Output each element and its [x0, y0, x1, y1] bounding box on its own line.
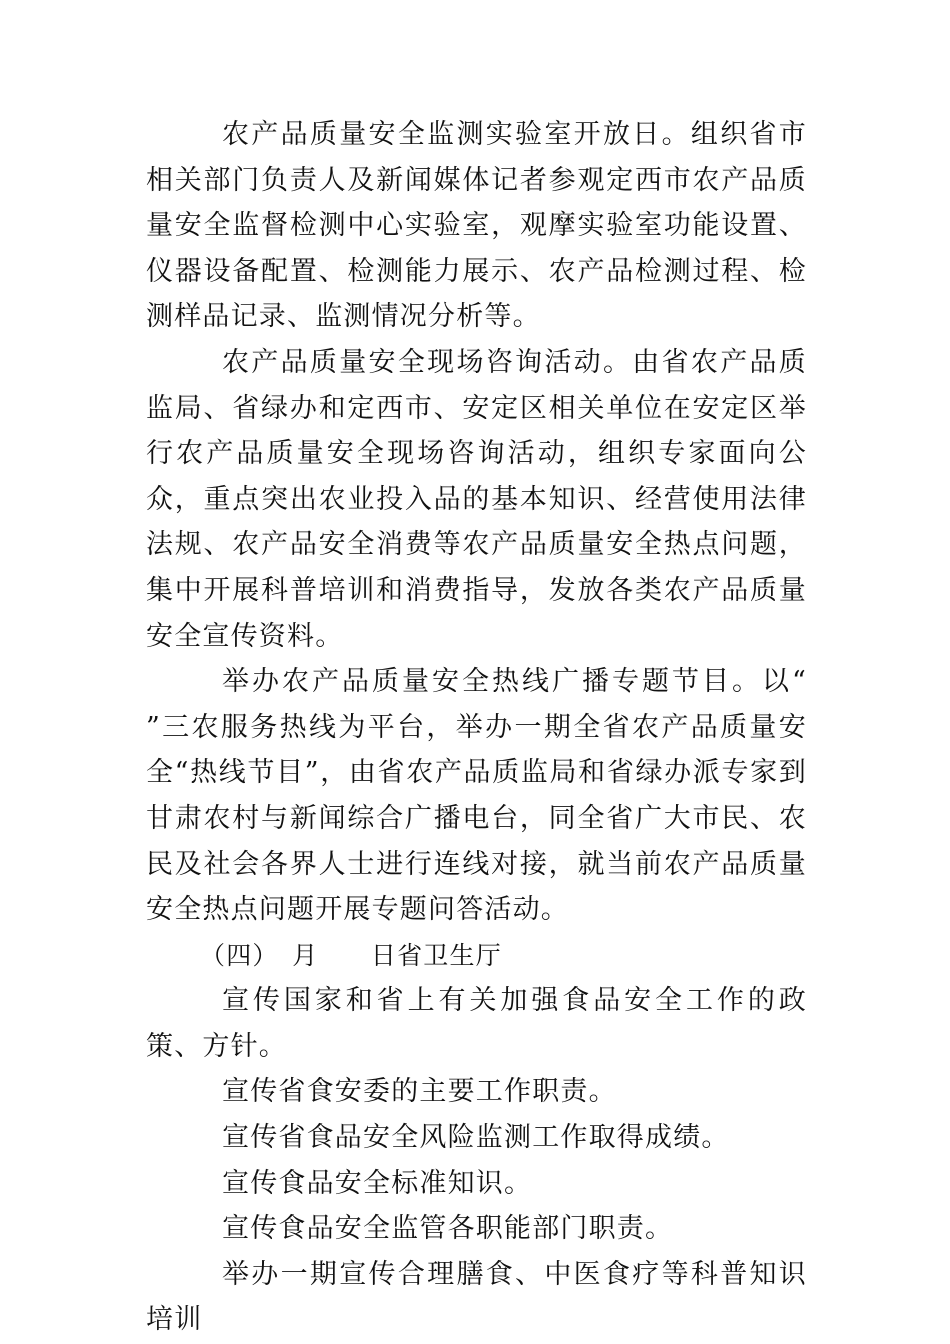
section-paragraph: 宣传省食安委的主要工作职责。: [222, 1076, 617, 1108]
paragraph-hotline-broadcast: 举办农产品质量安全热线广播专题节目。以“ ”三农服务热线为平台，举办一期全省农产品质量安全“热线节目”，由省农产品质监局和省绿办派专家到甘肃农村与新闻综合广播电台，同全省广大市民、农民及社会各界人士进行连线对接，就当前农产品质量安全热点问题开展专题问答活动。: [146, 666, 864, 926]
section-heading: （四） 月 日省卫生厅: [200, 940, 502, 970]
section-paragraph: 举办一期宣传合理膳食、中医食疗等科普知识培训: [146, 1258, 807, 1336]
paragraph-lab-open-day: 农产品质量安全监测实验室开放日。组织省市相关部门负责人及新闻媒体记者参观定西市农产品质量安全监督检测中心实验室，观摩实验室功能设置、仪器设备配置、检测能力展示、农产品检测过程、检测样品记录、监测情况分析等。: [146, 119, 807, 333]
section-paragraph: 宣传食品安全标准知识。: [222, 1167, 533, 1199]
section-paragraph: 宣传国家和省上有关加强食品安全工作的政策、方针。: [146, 985, 807, 1062]
paragraph-onsite-consultation: 农产品质量安全现场咨询活动。由省农产品质监局、省绿办和定西市、安定区相关单位在安定区举行农产品质量安全现场咨询活动，组织专家面向公众，重点突出农业投入品的基本知识、经营使用法律法规、农产品安全消费等农产品质量安全热点问题，集中开展科普培训和消费指导，发放各类农产品质量安全宣传资料。: [146, 346, 807, 652]
section-paragraph: 宣传省食品安全风险监测工作取得成绩。: [222, 1122, 730, 1154]
section-paragraph: 宣传食品安全监管各职能部门职责。: [222, 1213, 674, 1245]
